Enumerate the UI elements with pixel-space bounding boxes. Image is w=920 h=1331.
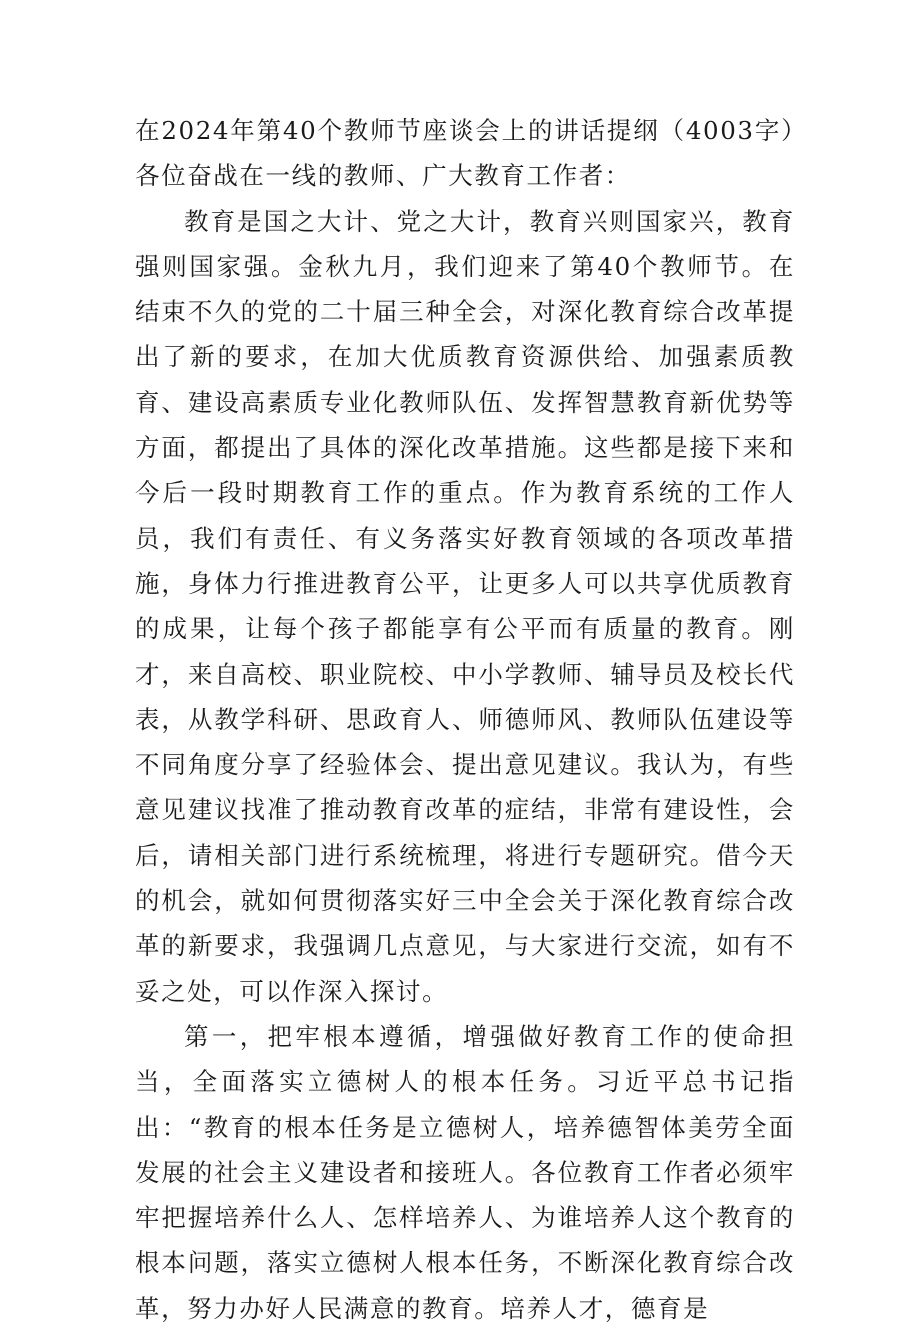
body-paragraph-2: 第一，把牢根本遵循，增强做好教育工作的使命担当，全面落实立德树人的根本任务。习近平总书记指出：“教育的根本任务是立德树人，培养德智体美劳全面发展的社会主义建设者和接班人。各位教育工作者必须牢牢把握培养什么人、怎样培养人、为谁培养人这个教育的根本问题，落实立德树人根本任务，不断深化教育综合改革，努力办好人民满意的教育。培养人才，德育是	[135, 1021, 795, 1323]
heading-paragraph: 在2024年第40个教师节座谈会上的讲话提纲（4003字）各位奋战在一线的教师、广大教育工作者：	[135, 116, 795, 191]
body-paragraph-1: 教育是国之大计、党之大计，教育兴则国家兴，教育强则国家强。金秋九月，我们迎来了第40个教师节。在结束不久的党的二十届三种全会，对深化教育综合改革提出了新的要求，在加大优质教育资源供给、加强素质教育、建设高素质专业化教师队伍、发挥智慧教育新优势等方面，都提出了具体的深化改革措施。这些都是接下来和今后一段时期教育工作的重点。作为教育系统的工作人员，我们有责任、有义务落实好教育领域的各项改革措施，身体力行推进教育公平，让更多人可以共享优质教育的成果，让每个孩子都能享有公平而有质量的教育。刚才，来自高校、职业院校、中小学教师、辅导员及校长代表，从教学科研、思政育人、师德师风、教师队伍建设等不同角度分享了经验体会、提出意见建议。我认为，有些意见建议找准了推动教育改革的症结，非常有建设性，会后，请相关部门进行系统梳理，将进行专题研究。借今天的机会，就如何贯彻落实好三中全会关于深化教育综合改革的新要求，我强调几点意见，与大家进行交流，如有不妥之处，可以作深入探讨。	[135, 206, 795, 1006]
document-body	[135, 108, 795, 1331]
